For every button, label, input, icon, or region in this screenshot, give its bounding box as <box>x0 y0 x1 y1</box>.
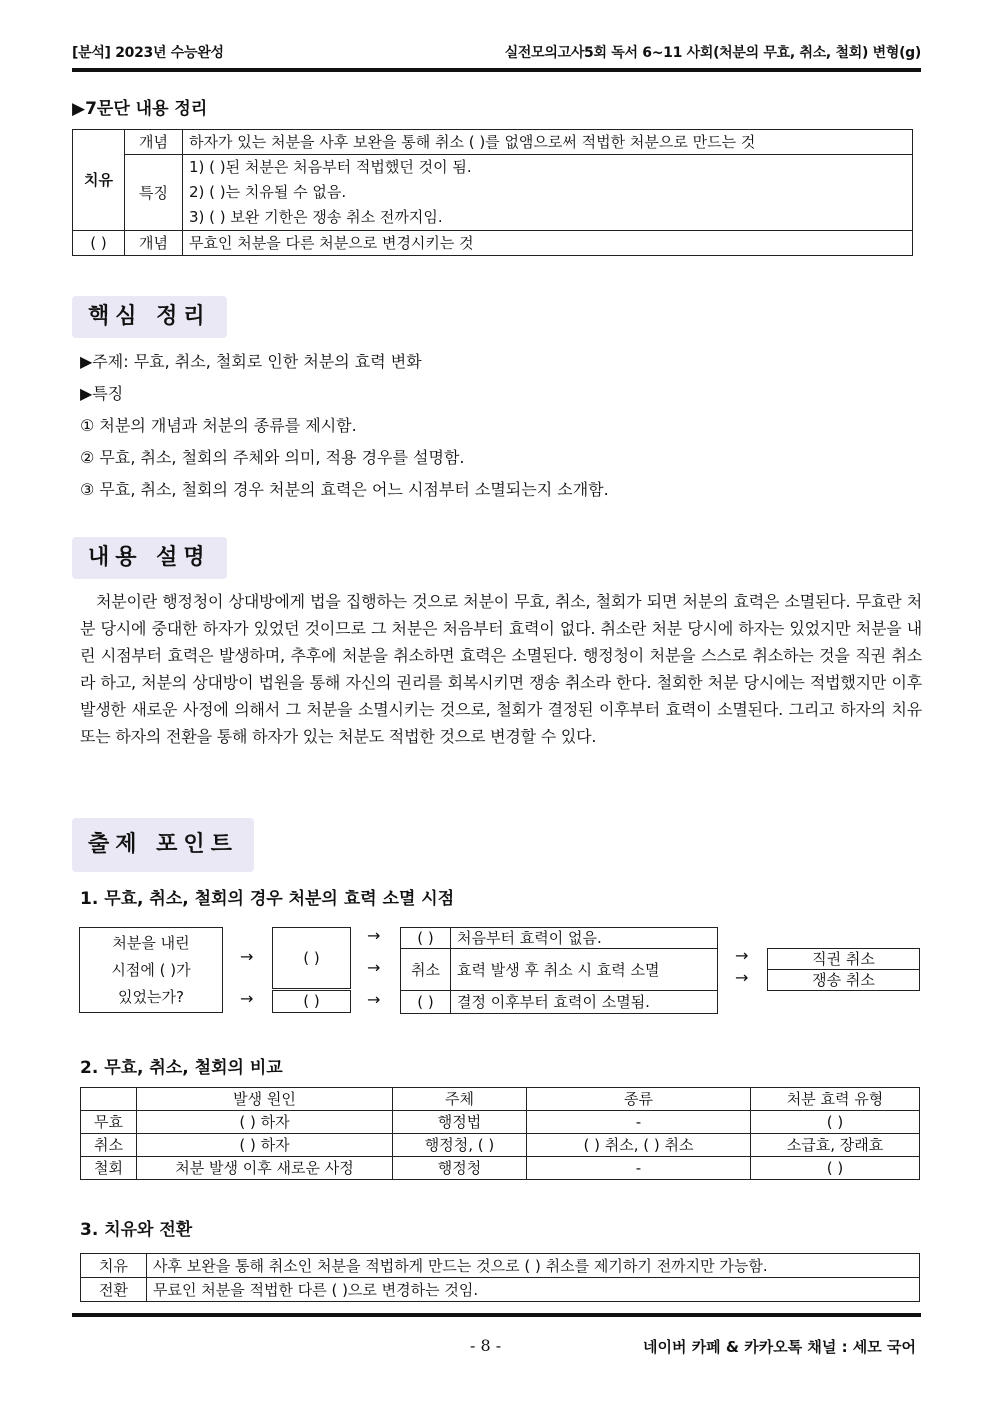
arrow-icon: → <box>367 926 381 945</box>
page-number: - 8 - <box>470 1336 502 1355</box>
table-cell: 행정청 <box>393 1157 527 1180</box>
flow-r2-label: 취소 <box>401 949 451 991</box>
table-cell: ( ) 하자 <box>137 1111 393 1134</box>
table-cell: 무효 <box>81 1111 137 1134</box>
footer-right: 네이버 카페 & 카카오톡 채널 : 세모 국어 <box>643 1338 916 1356</box>
heal-r2-label: 전환 <box>81 1278 147 1302</box>
compare-table <box>80 1087 920 1180</box>
compare-header <box>81 1088 137 1111</box>
concept-label: 개념 <box>125 130 183 155</box>
feature-item: 2) ( )는 치유될 수 없음. <box>189 183 347 201</box>
arrow-icon: → <box>735 968 749 987</box>
table-cell: ( ) 취소, ( ) 취소 <box>527 1134 751 1157</box>
core-item-1: ① 처분의 개념과 처분의 종류를 제시함. <box>80 416 357 435</box>
flow-result-table <box>400 927 718 1014</box>
flow-mid-top: ( ) <box>272 927 351 989</box>
heal-r1-label: 치유 <box>81 1254 147 1278</box>
core-theme: ▶주제: 무효, 취소, 철회로 인한 처분의 효력 변화 <box>80 352 422 371</box>
arrow-icon: → <box>735 946 749 965</box>
flow-r2-text: 효력 발생 후 취소 시 효력 소멸 <box>451 949 718 991</box>
flow-question-box <box>79 927 223 1013</box>
feature-label: 특징 <box>125 155 183 231</box>
table-cell: - <box>527 1157 751 1180</box>
heal-table <box>80 1253 920 1302</box>
core-item-3: ③ 무효, 취소, 철회의 경우 처분의 효력은 어느 시점부터 소멸되는지 소개함. <box>80 480 609 499</box>
table-cell: 철회 <box>81 1157 137 1180</box>
flow-r1-text: 처음부터 효력이 없음. <box>451 928 718 949</box>
flow-question-line: 있었는가? <box>118 988 184 1006</box>
flow-r1-label: ( ) <box>401 928 451 949</box>
flow-end-2: 쟁송 취소 <box>767 969 920 991</box>
arrow-icon: → <box>367 958 381 977</box>
table-cell: 행정법 <box>393 1111 527 1134</box>
table-row <box>81 1134 920 1157</box>
table-cell: ( ) <box>751 1157 920 1180</box>
feature-list <box>183 155 913 231</box>
explain-tag: 내용 설명 <box>72 537 227 579</box>
blank-label: ( ) <box>73 231 125 256</box>
flow-r3-label: ( ) <box>401 991 451 1014</box>
compare-header: 처분 효력 유형 <box>751 1088 920 1111</box>
heal-r2-text: 무료인 처분을 적법한 다른 ( )으로 변경하는 것임. <box>147 1278 920 1302</box>
core-feature-title: ▶특징 <box>80 384 124 403</box>
table-cell: - <box>527 1111 751 1134</box>
flow-r3-text: 결정 이후부터 효력이 소멸됨. <box>451 991 718 1014</box>
flow-question-line: 처분을 내린 <box>112 934 190 952</box>
table-row <box>81 1111 920 1134</box>
points-tag: 출제 포인트 <box>72 818 254 872</box>
table-cell: ( ) <box>751 1111 920 1134</box>
table-cell: ( ) 하자 <box>137 1134 393 1157</box>
heal-r1-text: 사후 보완을 통해 취소인 처분을 적법하게 만드는 것으로 ( ) 취소를 제기하기 전까지만 가능함. <box>147 1254 920 1278</box>
arrow-icon: → <box>240 989 254 1008</box>
core-tag: 핵심 정리 <box>72 296 227 338</box>
header-rule <box>72 68 921 72</box>
concept2-label: 개념 <box>125 231 183 256</box>
table-row <box>81 1157 920 1180</box>
heal-label: 치유 <box>73 130 125 231</box>
concept2-text: 무효인 처분을 다른 처분으로 변경시키는 것 <box>183 231 913 256</box>
footer-rule <box>72 1313 921 1317</box>
q2-heading: 2. 무효, 취소, 철회의 비교 <box>80 1058 283 1078</box>
arrow-icon: → <box>367 990 381 1009</box>
header-right: 실전모의고사5회 독서 6~11 사회(처분의 무효, 취소, 철회) 변형(g) <box>504 45 921 61</box>
compare-header: 종류 <box>527 1088 751 1111</box>
table-cell: 행정청, ( ) <box>393 1134 527 1157</box>
table-cell: 처분 발생 이후 새로운 사정 <box>137 1157 393 1180</box>
q3-heading: 3. 치유와 전환 <box>80 1220 193 1240</box>
flow-mid-bottom: ( ) <box>272 990 351 1013</box>
explain-paragraph: 처분이란 행정청이 상대방에게 법을 집행하는 것으로 처분이 무효, 취소, 철회가 되면 처분의 효력은 소멸된다. 무효란 처분 당시에 중대한 하자가 있었던 것이므로 그 처분은 처음부터 효력이 없다. 취소란 처분 당시에 하자는 있었지만 처분을 내린 시점부터 효력은 발생하며, 추후에 처분을 취소하면 효력은 소멸된다. 행정청이 처분을 스스로 취소하는 것을 직권 취소라 하고, 처분의 상대방이 법원을 통해 자신의 권리를 회복시키면 쟁송 취소라 한다. 철회한 처분 당시에는 적법했지만 이후 발생한 새로운 사정에 의해서 그 처분을 소멸시키는 것으로, 철회가 결정된 이후부터 효력이 소멸된다. 그리고 하자의 치유 또는 하자의 전환을 통해 하자가 있는 처분도 적법한 것으로 변경할 수 있다. <box>80 592 922 746</box>
feature-item: 1) ( )된 처분은 처음부터 적법했던 것이 됨. <box>189 158 472 176</box>
flow-question-line: 시점에 ( )가 <box>111 961 191 979</box>
compare-header: 발생 원인 <box>137 1088 393 1111</box>
section7-table <box>72 129 913 256</box>
table-cell: 취소 <box>81 1134 137 1157</box>
section7-title: ▶7문단 내용 정리 <box>72 99 208 119</box>
concept-text: 하자가 있는 처분을 사후 보완을 통해 취소 ( )를 없앰으로써 적법한 처분으로 만드는 것 <box>183 130 913 155</box>
compare-header: 주체 <box>393 1088 527 1111</box>
arrow-icon: → <box>240 947 254 966</box>
feature-item: 3) ( ) 보완 기한은 쟁송 취소 전까지임. <box>189 208 443 226</box>
header-left: [분석] 2023년 수능완성 <box>72 45 224 61</box>
flow-end-1: 직권 취소 <box>767 948 920 970</box>
q1-heading: 1. 무효, 취소, 철회의 경우 처분의 효력 소멸 시점 <box>80 889 455 909</box>
core-item-2: ② 무효, 취소, 철회의 주체와 의미, 적용 경우를 설명함. <box>80 448 465 467</box>
table-cell: 소급효, 장래효 <box>751 1134 920 1157</box>
